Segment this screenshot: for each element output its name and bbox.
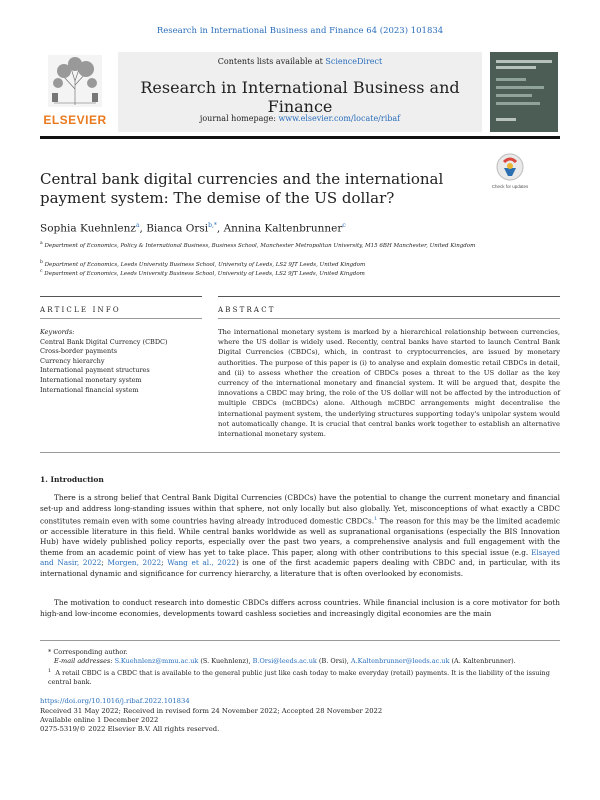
header-divider — [40, 136, 560, 139]
journal-citation-link[interactable]: Research in International Business and Finance 64 (2023) 101834 — [156, 26, 444, 36]
email-addresses: E-mail addresses: S.Kuehnlenz@mmu.ac.uk (S. Kuehnlenz), B.Orsi@leeds.ac.uk (B. Orsi), A.Kaltenbrunner@leeds.ac.uk (A. Kaltenbrunner). — [54, 657, 516, 665]
abstract-end-rule — [40, 452, 560, 453]
email-link[interactable]: S.Kuehnlenz@mmu.ac.uk — [114, 657, 199, 665]
citation-link[interactable]: Elsayed and Nasir, 2022 — [40, 547, 560, 568]
section-heading-introduction: 1. Introduction — [40, 475, 104, 484]
doi-link[interactable]: https://doi.org/10.1016/j.ribaf.2022.101834 — [40, 697, 190, 705]
journal-cover-image — [490, 52, 558, 132]
article-info-heading: ARTICLE INFO — [40, 306, 121, 314]
paper-title: Central bank digital currencies and the international payment system: The demise of the US dollar? — [40, 170, 444, 207]
intro-paragraph-2: The motivation to conduct research into domestic CBDCs differs across countries. While financial inclusion is a core motivator for both high-and low-income economies, developments toward cashless societies and increasingly digital economies are the main — [40, 598, 560, 618]
keywords-block — [40, 328, 200, 395]
sciencedirect-link[interactable]: ScienceDirect — [325, 57, 383, 66]
keyword: International payment structures — [40, 366, 150, 375]
abstract-rule — [218, 296, 560, 297]
article-info-rule-lower — [40, 318, 202, 319]
affiliation: $^a$ Department of Economics, Policy & International Business, Business School, Manchester Metropolitan University, M15 6BH Manchester, United Kingdom — [40, 241, 476, 249]
elsevier-logo — [40, 55, 110, 130]
footnote-ref[interactable]: 1 — [374, 516, 378, 522]
received-dates: Received 31 May 2022; Received in revised form 24 November 2022; Accepted 28 November 2022 — [40, 707, 383, 715]
intro-paragraph-1: There is a strong belief that Central Bank Digital Currencies (CBDCs) have the potential to change the current monetary and financial set-up and address long-standing issues within that sphere, not only locally but also globally. Yet, misconceptions of what exactly a CBDC constitutes remain even with some countries having already introduced domestic CBDCs.$^1$ The reason for this may be the limited academic or accessible literature in this field. While central banks worldwide as well as supranational organisations (especially the BIS Innovation Hub) have widely published policy reports, especially over the past two years, a comprehensive analysis and full engagement with the theme from an academic point of view has yet to take place. This paper, along with other contributions to this special issue (e.g. Elsayed and Nasir, 2022; Morgen, 2022; Wang et al., 2022) is one of the first academic papers dealing with CBDC and, in particular, with its international dynamic and significance for currency hierarchy, a literature that is often overlooked by economists. — [40, 493, 561, 578]
article-info-rule — [40, 296, 202, 297]
elsevier-wordmark: ELSEVIER — [43, 113, 107, 127]
footnote-1: $^1$ A retail CBDC is a CBDC that is available to the general public just like cash today to make everyday (retail) payments. It is the liability of the issuing central bank. — [48, 668, 550, 687]
affiliation-mark[interactable]: b,* — [208, 222, 217, 229]
affiliation-mark[interactable]: a — [135, 222, 140, 229]
affiliation: $^c$ Department of Economics, Leeds University Business School, University of Leeds, LS2 9JT Leeds, United Kingdom — [40, 269, 365, 277]
keyword: Cross-border payments — [40, 347, 118, 356]
contents-line: Contents lists available at ScienceDirect — [217, 57, 383, 66]
email-link[interactable]: B.Orsi@leeds.ac.uk — [252, 657, 317, 665]
footnote-rule — [40, 640, 560, 641]
abstract-text: The international monetary system is marked by a hierarchical relationship between currencies, where the US dollar is widely used. Recently, central banks have started to launch Central Bank Digital Currencies (CBDCs), which, in contrast to cryptocurrencies, are issued by monetary authorities. The purpose of this paper is (i) to analyse and explain domestic retail CBDCs in detail, and (ii) to assess whether the creation of CBDCs poses a threat to the US dollar as the key currency of the international monetary and financial system. It will be argued that, despite the innovations a CBDC may bring, the role of the US dollar will not be affected by the introduction of multiple CBDCs (mCBDCs) alone. Although mCBDC arrangements might decentralise the international payment system, the underlying structures supporting today's unipolar system would not automatically change. It is crucial that central banks work together to establish an alternative international monetary system. — [218, 328, 560, 439]
check-for-updates-label[interactable]: Check for updates — [491, 184, 529, 189]
homepage-line: journal homepage: www.elsevier.com/locate/ribaf — [199, 114, 401, 123]
keyword: International monetary system — [40, 375, 142, 384]
keyword: Currency hierarchy — [40, 356, 105, 365]
abstract-rule-lower — [218, 318, 560, 319]
check-for-updates-icon[interactable] — [495, 152, 525, 182]
affiliation-mark[interactable]: c — [342, 222, 346, 229]
author-list: Sophia Kuehnlenz$^a$, Bianca Orsi$^{b,*}$, Annina Kaltenbrunner$^c$ — [40, 222, 346, 235]
elsevier-tree-icon — [48, 55, 102, 107]
online-date: Available online 1 December 2022 — [40, 716, 159, 724]
author-name[interactable]: Bianca Orsi — [146, 222, 209, 235]
journal-header — [118, 52, 482, 132]
email-link[interactable]: A.Kaltenbrunner@leeds.ac.uk — [350, 657, 450, 665]
journal-homepage-link[interactable]: www.elsevier.com/locate/ribaf — [278, 114, 401, 123]
citation-link[interactable]: Morgen, 2022 — [107, 558, 162, 568]
citation-link[interactable]: Wang et al., 2022 — [167, 558, 236, 568]
copyright: 0275-5319/© 2022 Elsevier B.V. All rights reserved. — [40, 725, 220, 733]
author-name[interactable]: Annina Kaltenbrunner — [223, 222, 343, 235]
keyword: Central Bank Digital Currency (CBDC) — [40, 337, 168, 346]
journal-title: Research in International Business and Finance — [140, 78, 460, 116]
keyword: International financial system — [40, 385, 139, 394]
corresponding-author-note: * Corresponding author. — [48, 648, 128, 656]
affiliation: $^b$ Department of Economics, Leeds University Business School, University of Leeds, LS2 9JT Leeds, United Kingdom — [40, 260, 366, 268]
keywords-label: Keywords: — [40, 328, 75, 336]
author-name[interactable]: Sophia Kuehnlenz — [40, 222, 136, 235]
abstract-heading: ABSTRACT — [218, 306, 276, 314]
